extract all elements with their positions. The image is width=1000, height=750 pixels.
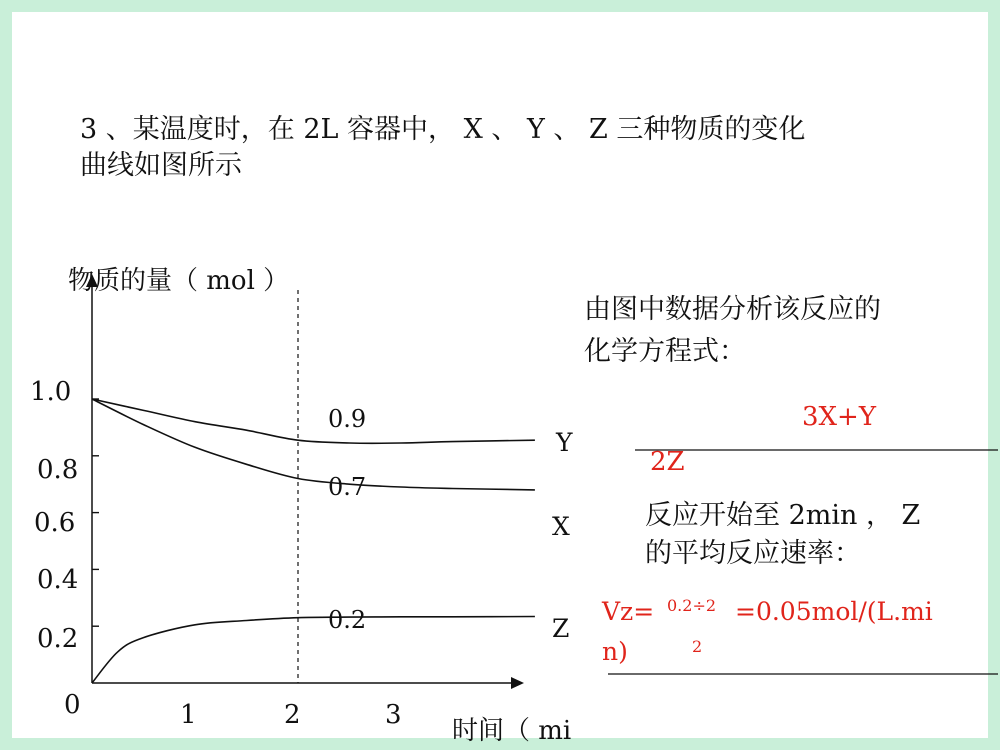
x-tick-label-3: 3 bbox=[385, 700, 402, 730]
rate-prefix: Vz= bbox=[602, 597, 655, 626]
y-axis-title: 物质的量（ mol ） bbox=[68, 266, 290, 296]
equation-products: 2Z bbox=[650, 447, 685, 477]
y-tick-label-0.6: 0.6 bbox=[34, 508, 76, 538]
x-tick-label-1: 1 bbox=[180, 700, 197, 730]
x-axis-title: 时间（ mi bbox=[452, 716, 572, 746]
rate-result: =0.05mol/(L.mi bbox=[735, 597, 933, 626]
rate-denominator: 2 bbox=[692, 637, 703, 656]
rate-question-line-2: 的平均反应速率： bbox=[645, 538, 861, 569]
series-x-line bbox=[92, 399, 535, 490]
rate-result-tail: n) bbox=[602, 637, 628, 666]
series-y-line bbox=[92, 399, 535, 443]
annotation-0.9: 0.9 bbox=[328, 405, 367, 433]
rate-question-line-1: 反应开始至 2min ， Z bbox=[645, 500, 921, 531]
y-tick-label-0.2: 0.2 bbox=[37, 624, 79, 654]
analysis-prompt-line-1: 由图中数据分析该反应的 bbox=[584, 294, 881, 325]
y-tick-label-1.0: 1.0 bbox=[30, 377, 72, 407]
series-label-y: Y bbox=[556, 428, 573, 457]
series-z-line bbox=[92, 617, 535, 684]
question-line-1: 3 、某温度时，在 2L 容器中， X 、 Y 、 Z 三种物质的变化 bbox=[80, 114, 806, 145]
annotation-0.2: 0.2 bbox=[328, 606, 367, 634]
y-tick-label-0.8: 0.8 bbox=[37, 455, 79, 485]
question-line-2: 曲线如图所示 bbox=[80, 150, 242, 181]
series-label-x: X bbox=[552, 512, 570, 541]
y-tick-label-0.4: 0.4 bbox=[37, 565, 79, 595]
annotation-0.7: 0.7 bbox=[328, 473, 367, 501]
x-tick-label-2: 2 bbox=[284, 700, 301, 730]
y-tick-marks bbox=[92, 399, 99, 626]
x-tick-label-0: 0 bbox=[64, 690, 81, 720]
rate-numerator: 0.2÷2 bbox=[667, 596, 717, 615]
equation-reactants: 3X+Y bbox=[802, 402, 877, 432]
x-axis-arrow bbox=[511, 677, 524, 689]
series-label-z: Z bbox=[552, 614, 570, 643]
analysis-prompt-line-2: 化学方程式： bbox=[584, 336, 746, 367]
